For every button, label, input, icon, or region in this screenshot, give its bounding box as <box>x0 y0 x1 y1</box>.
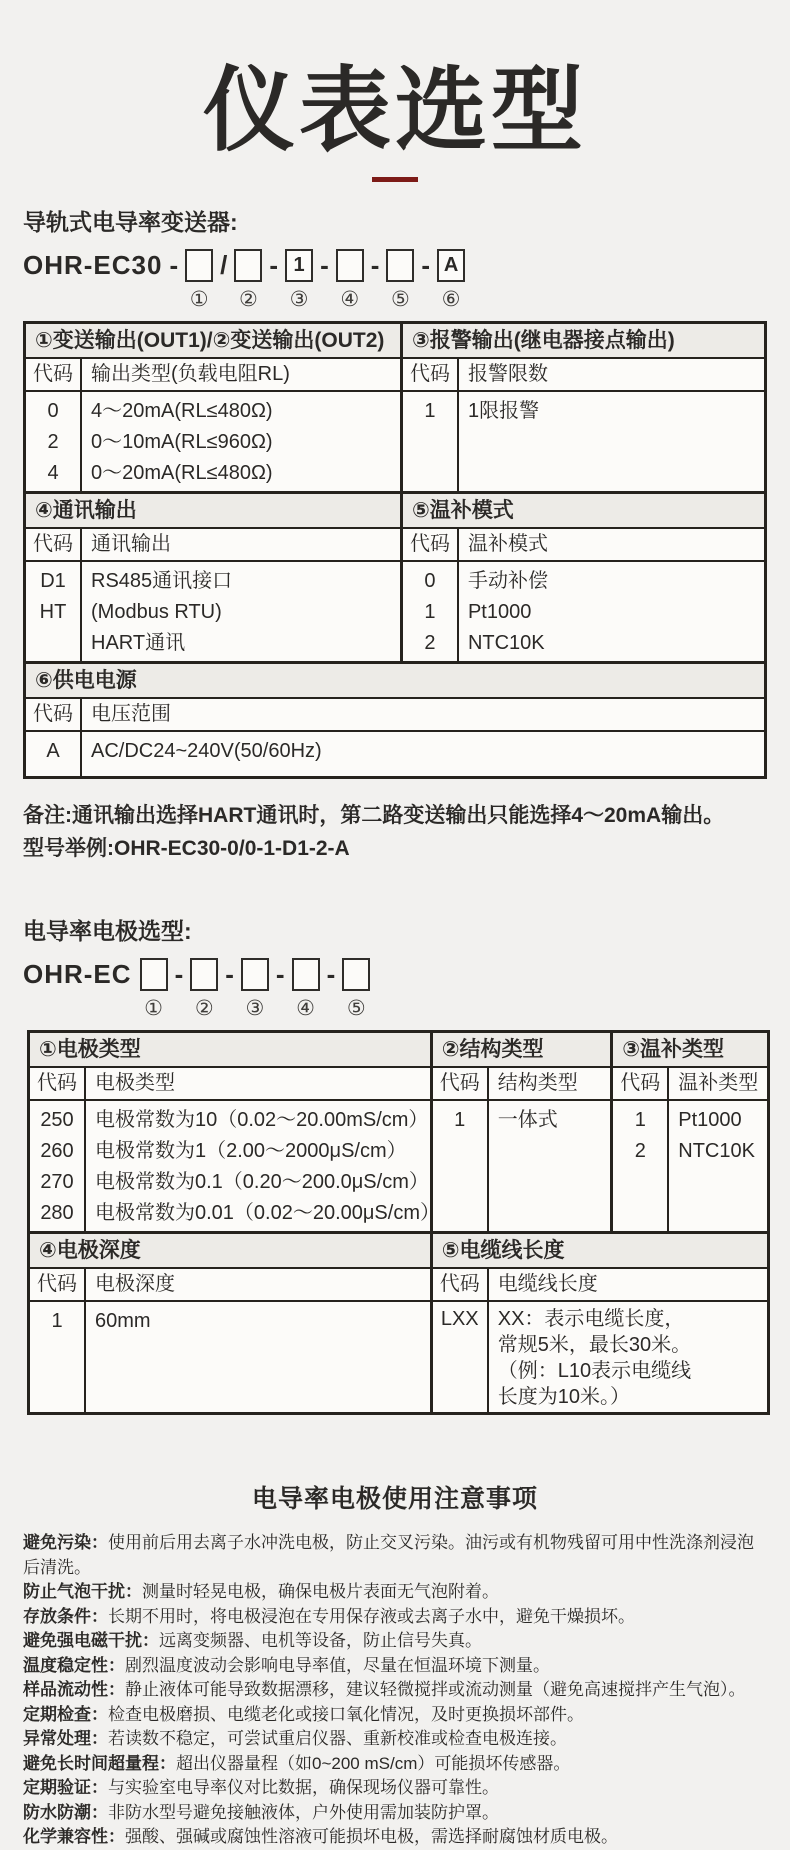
remark-model-example: 型号举例:OHR-EC30-0/0-1-D1-2-A <box>23 837 350 861</box>
desc-values: 电极常数为10（0.02～20.00mS/cm） 电极常数为1（2.00～2000μS/cm） 电极常数为0.1（0.20～200.0μS/cm） 电极常数为0.01（0.02～20.00μS/cm） <box>95 1109 440 1225</box>
code-values: 1 <box>433 1101 489 1231</box>
desc-values: 手动补偿 Pt1000 NTC10K <box>467 570 548 655</box>
section-temp-comp-type <box>610 1033 767 1231</box>
column-header-code: 代码 <box>433 1269 489 1302</box>
model-box-1 <box>185 249 213 282</box>
model-separator: / <box>220 250 228 281</box>
desc-values: AC/DC24~240V(50/60Hz) <box>91 740 322 763</box>
desc-values: 1限报警 <box>467 400 540 423</box>
column-header-code: 代码 <box>26 699 82 732</box>
precaution-item: 温度稳定性：剧烈温度波动会影响电导率值，尽量在恒温环境下测量。 <box>23 1655 550 1675</box>
model-box-2 <box>234 249 262 282</box>
precaution-item: 防水防潮：非防水型号避免接触液体，户外使用需加装防护罩。 <box>23 1802 499 1822</box>
model-box-4 <box>336 249 364 282</box>
code-values: LXX <box>433 1302 489 1412</box>
model-separator: - <box>225 959 234 990</box>
desc-values: Pt1000 NTC10K <box>678 1109 755 1163</box>
model-segment-3 <box>218 958 269 1020</box>
precaution-item: 避免污染：使用前后用去离子水冲洗电极，防止交叉污染。油污或有机物残留可用中性洗涤剂浸泡后清洗。 <box>23 1533 754 1577</box>
electrode-model-prefix: OHR-EC <box>23 959 132 990</box>
column-header-code: 代码 <box>30 1269 86 1302</box>
column-header-desc: 通讯输出 <box>82 529 400 562</box>
column-header-code: 代码 <box>433 1068 489 1101</box>
model-segment-4 <box>313 249 364 311</box>
transmitter-selection-table <box>23 321 767 779</box>
section-header: ⑥供电电源 <box>26 664 764 699</box>
column-header-code: 代码 <box>613 1068 669 1101</box>
section-electrode-type <box>30 1033 440 1231</box>
section-temp-comp-mode <box>400 494 764 661</box>
model-separator: - <box>174 959 184 990</box>
column-header-code: 代码 <box>26 529 82 562</box>
column-header-desc: 报警限数 <box>459 359 764 392</box>
model-segment-1 <box>162 249 213 311</box>
remark-hart: 备注:通讯输出选择HART通讯时，第二路变送输出只能选择4～20mA输出。 <box>23 804 725 828</box>
column-header-desc: 温补模式 <box>459 529 764 562</box>
section-transmit-output <box>26 324 400 491</box>
section-header: ②结构类型 <box>433 1033 611 1068</box>
desc-values: 一体式 <box>497 1109 558 1132</box>
desc-values: RS485通讯接口 (Modbus RTU) HART通讯 <box>91 570 233 655</box>
model-segment-5 <box>364 249 415 311</box>
column-header-desc: 电压范围 <box>82 699 764 732</box>
model-box-4 <box>292 958 320 991</box>
electrode-model-code <box>23 958 790 1020</box>
precaution-item: 异常处理：若读数不稳定，可尝试重启仪器、重新校准或检查电极连接。 <box>23 1729 567 1749</box>
precaution-item: 存放条件：长期不用时，将电极浸泡在专用保存液或去离子水中，避免干燥损坏。 <box>23 1606 635 1626</box>
transmitter-heading: 导轨式电导率变送器: <box>23 209 238 236</box>
model-box-6: A <box>437 249 465 282</box>
model-separator: - <box>320 250 329 281</box>
model-segment-2 <box>168 958 219 1020</box>
section-header: ③报警输出(继电器接点输出) <box>403 324 764 359</box>
code-values: 0 1 2 <box>403 562 459 661</box>
precautions-list <box>23 1531 768 1850</box>
precaution-item: 定期检查：检查电极磨损、电缆老化或接口氧化情况，及时更换损坏部件。 <box>23 1704 584 1724</box>
transmitter-model-code <box>23 249 790 311</box>
transmitter-model-prefix: OHR-EC30 <box>23 250 163 281</box>
column-header-desc: 电极类型 <box>86 1068 449 1101</box>
circled-number-6: ⑥ <box>441 288 461 312</box>
precaution-item: 定期验证：与实验室电导率仪对比数据，确保现场仪器可靠性。 <box>23 1778 499 1798</box>
model-segment-6 <box>414 249 465 311</box>
section-comm-output <box>26 494 400 661</box>
model-separator: - <box>275 959 285 990</box>
model-box-2 <box>190 958 218 991</box>
desc-values: 60mm <box>95 1310 151 1333</box>
electrode-heading: 电导率电极选型: <box>23 918 192 945</box>
code-values: 1 2 <box>613 1101 669 1231</box>
section-header: ⑤温补模式 <box>403 494 764 529</box>
column-header-code: 代码 <box>30 1068 86 1101</box>
model-box-5 <box>386 249 414 282</box>
code-values: D1 HT <box>26 562 82 661</box>
model-box-3: 1 <box>285 249 313 282</box>
electrode-selection-table <box>27 1030 770 1415</box>
section-header: ①电极类型 <box>30 1033 430 1068</box>
section-header: ⑤电缆线长度 <box>433 1234 767 1269</box>
model-separator: - <box>169 250 179 281</box>
code-values: A <box>26 732 82 776</box>
model-separator: - <box>269 250 279 281</box>
circled-number-4: ④ <box>296 997 315 1021</box>
desc-values: XX：表示电缆长度， 常规5米，最长30米。 （例：L10表示电缆线 长度为10米。） <box>497 1308 692 1409</box>
code-values: 250 260 270 280 <box>30 1101 86 1231</box>
section-electrode-depth <box>30 1234 430 1412</box>
column-header-desc: 结构类型 <box>489 1068 611 1101</box>
column-header-desc: 电缆线长度 <box>489 1269 767 1302</box>
column-header-code: 代码 <box>26 359 82 392</box>
circled-number-3: ③ <box>245 997 265 1021</box>
column-header-desc: 温补类型 <box>669 1068 767 1101</box>
circled-number-3: ③ <box>289 288 309 312</box>
column-header-code: 代码 <box>403 529 459 562</box>
column-header-desc: 电极深度 <box>86 1269 430 1302</box>
model-box-3 <box>241 958 269 991</box>
precautions-heading: 电导率电极使用注意事项 <box>251 1485 538 1514</box>
model-segment-3 <box>262 249 313 311</box>
circled-number-1: ① <box>189 288 209 312</box>
section-alarm-output <box>400 324 764 491</box>
model-segment-2 <box>213 249 262 311</box>
section-header: ④通讯输出 <box>26 494 400 529</box>
column-header-desc: 输出类型(负载电阻RL) <box>82 359 400 392</box>
circled-number-4: ④ <box>340 288 360 312</box>
model-box-1 <box>140 958 168 991</box>
circled-number-5: ⑤ <box>390 288 410 312</box>
section-header: ④电极深度 <box>30 1234 430 1269</box>
section-cable-length <box>430 1234 767 1412</box>
model-separator: - <box>370 250 380 281</box>
precaution-item: 样品流动性：静止液体可能导致数据漂移，建议轻微搅拌或流动测量（避免高速搅拌产生气泡）。 <box>23 1680 746 1700</box>
precaution-item: 化学兼容性：强酸、强碱或腐蚀性溶液可能损坏电极，需选择耐腐蚀材质电极。 <box>23 1827 618 1847</box>
circled-number-2: ② <box>238 288 258 312</box>
model-separator: - <box>421 250 431 281</box>
code-values: 0 2 4 <box>26 392 82 491</box>
code-values: 1 <box>30 1302 86 1412</box>
page-title: 仪表选型 <box>202 60 587 162</box>
section-power-supply <box>26 664 764 776</box>
code-values: 1 <box>403 392 459 491</box>
precaution-item: 防止气泡干扰：测量时轻晃电极，确保电极片表面无气泡附着。 <box>23 1582 499 1602</box>
title-underline <box>372 177 418 182</box>
transmitter-remarks <box>23 799 790 865</box>
circled-number-5: ⑤ <box>346 997 366 1021</box>
desc-values: 4～20mA(RL≤480Ω) 0～10mA(RL≤960Ω) 0～20mA(RL≤480Ω) <box>91 400 273 485</box>
model-box-5 <box>342 958 370 991</box>
model-segment-1 <box>132 958 168 1020</box>
model-separator: - <box>326 959 336 990</box>
section-header: ③温补类型 <box>613 1033 767 1068</box>
model-segment-4 <box>269 958 320 1020</box>
section-structure-type <box>430 1033 611 1231</box>
column-header-code: 代码 <box>403 359 459 392</box>
section-header: ①变送输出(OUT1)/②变送输出(OUT2) <box>26 324 400 359</box>
precaution-item: 避免长时间超量程：超出仪器量程（如0~200 mS/cm）可能损坏传感器。 <box>23 1753 571 1773</box>
model-segment-5 <box>320 958 371 1020</box>
circled-number-1: ① <box>144 997 163 1021</box>
circled-number-2: ② <box>194 997 214 1021</box>
precaution-item: 避免强电磁干扰：远离变频器、电机等设备，防止信号失真。 <box>23 1631 482 1651</box>
